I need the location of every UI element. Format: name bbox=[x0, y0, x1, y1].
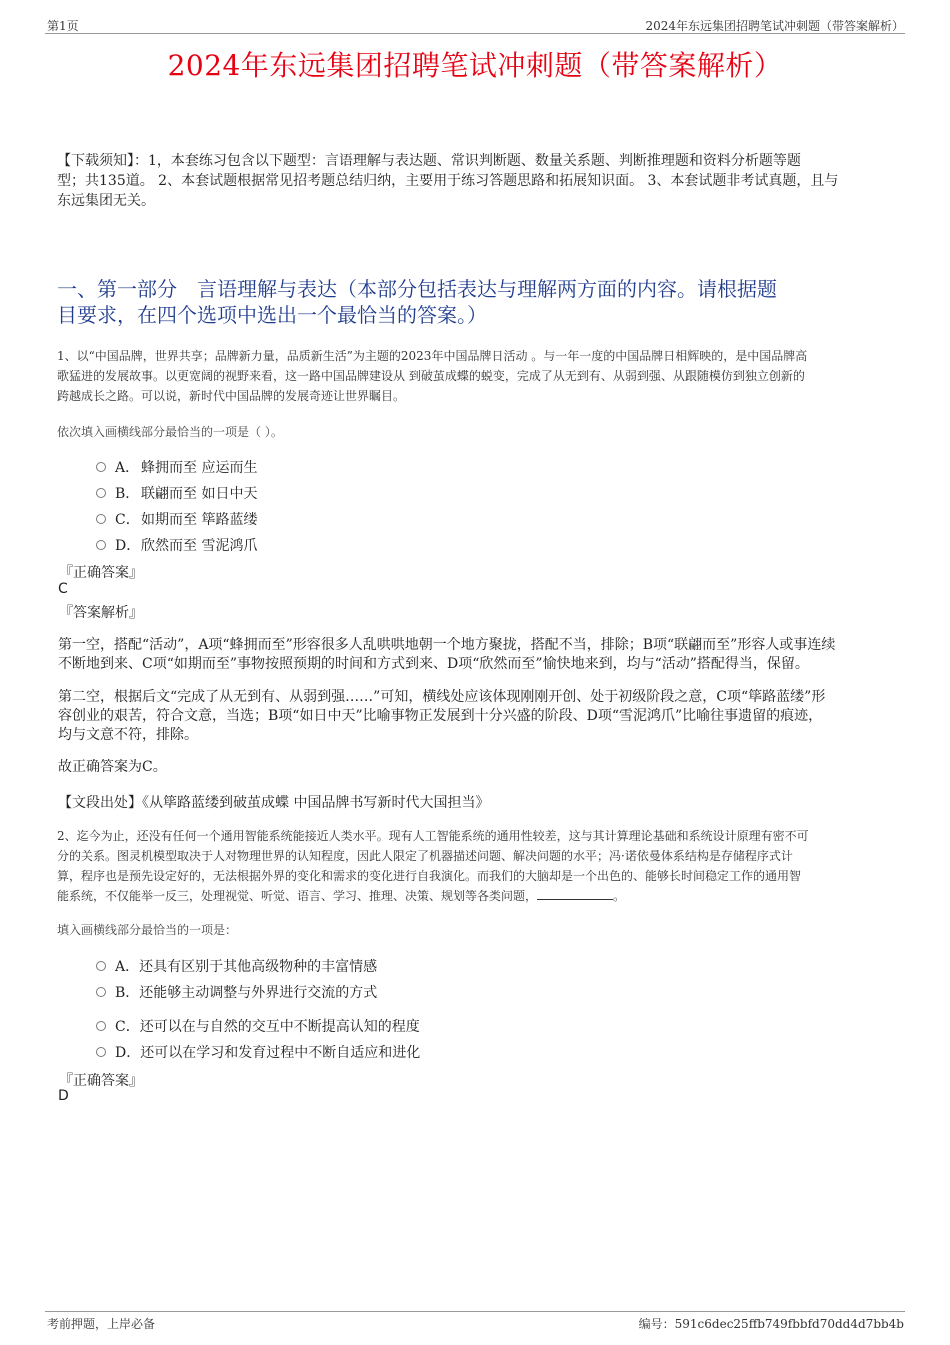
option-letter: B． bbox=[115, 486, 140, 502]
option-letter: D． bbox=[115, 1045, 141, 1061]
running-header-title: 2024年东远集团招聘笔试冲刺题（带答案解析） bbox=[645, 19, 904, 33]
option-letter: D． bbox=[115, 538, 141, 554]
download-notice bbox=[57, 151, 897, 211]
option-text: 联翩而至 如日中天 bbox=[141, 486, 258, 502]
stem-line: 能系统，不仅能举一反三，处理视觉、听觉、语言、学习、推理、决策、规划等各类问题， 。 bbox=[57, 889, 626, 903]
footer-divider bbox=[45, 1311, 905, 1312]
radio-button[interactable] bbox=[96, 514, 106, 524]
document-title: 2024年东远集团招聘笔试冲刺题（带答案解析） bbox=[167, 49, 783, 82]
analysis-line: 不断地到来、C项“如期而至”事物按照预期的时间和方式到来、D项“欣然而至”愉快地来到，均与“活动”搭配得当，保留。 bbox=[58, 656, 809, 672]
option-text: 蜂拥而至 应运而生 bbox=[141, 460, 258, 476]
analysis-line: 容创业的艰苦，符合文意，当选；B项“如日中天”比喻事物正发展到十分兴盛的阶段、D项“雪泥鸿爪”比喻往事遗留的痕迹， bbox=[58, 708, 823, 724]
option-text: 还能够主动调整与外界进行交流的方式 bbox=[139, 985, 378, 1001]
correct-answer-value: D bbox=[58, 1088, 69, 1104]
analysis-label: 『答案解析』 bbox=[59, 605, 143, 621]
radio-button[interactable] bbox=[96, 1021, 106, 1031]
option-text: 还可以在学习和发育过程中不断自适应和进化 bbox=[140, 1045, 421, 1061]
question-1-option-a[interactable] bbox=[96, 457, 257, 477]
stem-line: 2、迄今为止，还没有任何一个通用智能系统能接近人类水平。现有人工智能系统的通用性较差，这与其计算理论基础和系统设计原理有密不可 bbox=[57, 829, 809, 843]
analysis-paragraph-1 bbox=[58, 636, 898, 674]
option-letter: A． bbox=[115, 460, 140, 476]
analysis-line: 第二空，根据后文“完成了从无到有、从弱到强……”可知，横线处应该体现刚刚开创、处于初级阶段之意，C项“筚路蓝缕”形 bbox=[58, 689, 826, 705]
notice-line: 型；共135道。 2、本套试题根据常见招考题总结归纳，主要用于练习答题思路和拓展知识面。 3、本套试题非考试真题，且与 bbox=[57, 173, 839, 189]
page-number: 第1页 bbox=[47, 19, 79, 33]
section-heading-line: 一、第一部分 言语理解与表达（本部分包括表达与理解两方面的内容。请根据题 bbox=[57, 277, 777, 301]
option-letter: C． bbox=[115, 512, 140, 528]
radio-button[interactable] bbox=[96, 961, 106, 971]
question-2-stem bbox=[57, 826, 897, 906]
stem-line: 分的关系。图灵机模型取决于人对物理世界的认知程度，因此人限定了机器描述问题、解决问题的水平；冯·诺依曼体系结构是存储程序式计 bbox=[57, 849, 793, 863]
radio-button[interactable] bbox=[96, 987, 106, 997]
stem-line: 跨越成长之路。可以说，新时代中国品牌的发展奇迹让世界瞩目。 bbox=[57, 389, 406, 403]
correct-answer-value: C bbox=[58, 581, 68, 597]
analysis-conclusion: 故正确答案为C。 bbox=[58, 759, 167, 775]
correct-answer-label: 『正确答案』 bbox=[59, 1073, 143, 1089]
analysis-line: 第一空，搭配“活动”，A项“蜂拥而至”形容很多人乱哄哄地朝一个地方聚拢，搭配不当，排除；B项“联翩而至”形容人或事连续 bbox=[58, 637, 836, 653]
radio-button[interactable] bbox=[96, 540, 106, 550]
option-text: 如期而至 筚路蓝缕 bbox=[141, 512, 258, 528]
passage-source: 【文段出处】《从筚路蓝缕到破茧成蝶 中国品牌书写新时代大国担当》 bbox=[58, 795, 490, 811]
notice-line: 【下载须知】：1，本套练习包含以下题型：言语理解与表达题、常识判断题、数量关系题、判断推理题和资料分析题等题 bbox=[57, 153, 801, 169]
question-1-option-d[interactable] bbox=[96, 535, 257, 555]
option-text: 欣然而至 雪泥鸿爪 bbox=[141, 538, 258, 554]
question-1-prompt: 依次填入画横线部分最恰当的一项是（ ）。 bbox=[57, 425, 283, 439]
option-text: 还具有区别于其他高级物种的丰富情感 bbox=[139, 959, 378, 975]
question-2-prompt: 填入画横线部分最恰当的一项是： bbox=[57, 923, 238, 937]
radio-button[interactable] bbox=[96, 1047, 106, 1057]
option-letter: C． bbox=[115, 1019, 140, 1035]
section-heading bbox=[57, 276, 897, 328]
stem-line: 歌猛进的发展故事。以更宽阔的视野来看，这一路中国品牌建设从 到破茧成蝶的蜕变，完成了从无到有、从弱到强、从跟随模仿到独立创新的 bbox=[57, 369, 805, 383]
option-letter: A． bbox=[115, 959, 140, 975]
analysis-line: 均与文意不符，排除。 bbox=[58, 727, 198, 743]
question-1-option-b[interactable] bbox=[96, 483, 257, 503]
question-1-option-c[interactable] bbox=[96, 509, 257, 529]
section-heading-line: 目要求，在四个选项中选出一个最恰当的答案。） bbox=[57, 303, 487, 327]
header-divider bbox=[45, 33, 905, 34]
question-2-option-b[interactable] bbox=[96, 982, 377, 1002]
question-2-option-d[interactable] bbox=[96, 1042, 420, 1062]
stem-line: 1、以“中国品牌，世界共享；品牌新力量，品质新生活”为主题的2023年中国品牌日活动 。与一年一度的中国品牌日相辉映的，是中国品牌高 bbox=[57, 349, 808, 363]
correct-answer-label: 『正确答案』 bbox=[59, 565, 143, 581]
option-text: 还可以在与自然的交互中不断提高认知的程度 bbox=[139, 1019, 420, 1035]
stem-line: 算，程序也是预先设定好的，无法根据外界的变化和需求的变化进行自我演化。而我们的大脑却是一个出色的、能够长时间稳定工作的通用智 bbox=[57, 869, 802, 883]
footer-slogan: 考前押题，上岸必备 bbox=[47, 1317, 156, 1331]
fill-blank bbox=[537, 887, 613, 900]
radio-button[interactable] bbox=[96, 462, 106, 472]
question-2-option-a[interactable] bbox=[96, 956, 377, 976]
document-id: 编号：591c6dec25ffb749fbbfd70dd4d7bb4b bbox=[638, 1317, 904, 1331]
analysis-paragraph-2 bbox=[58, 688, 898, 745]
question-2-option-c[interactable] bbox=[96, 1016, 420, 1036]
question-1-stem bbox=[57, 346, 897, 406]
notice-line: 东远集团无关。 bbox=[57, 193, 155, 209]
radio-button[interactable] bbox=[96, 488, 106, 498]
option-letter: B． bbox=[115, 985, 140, 1001]
